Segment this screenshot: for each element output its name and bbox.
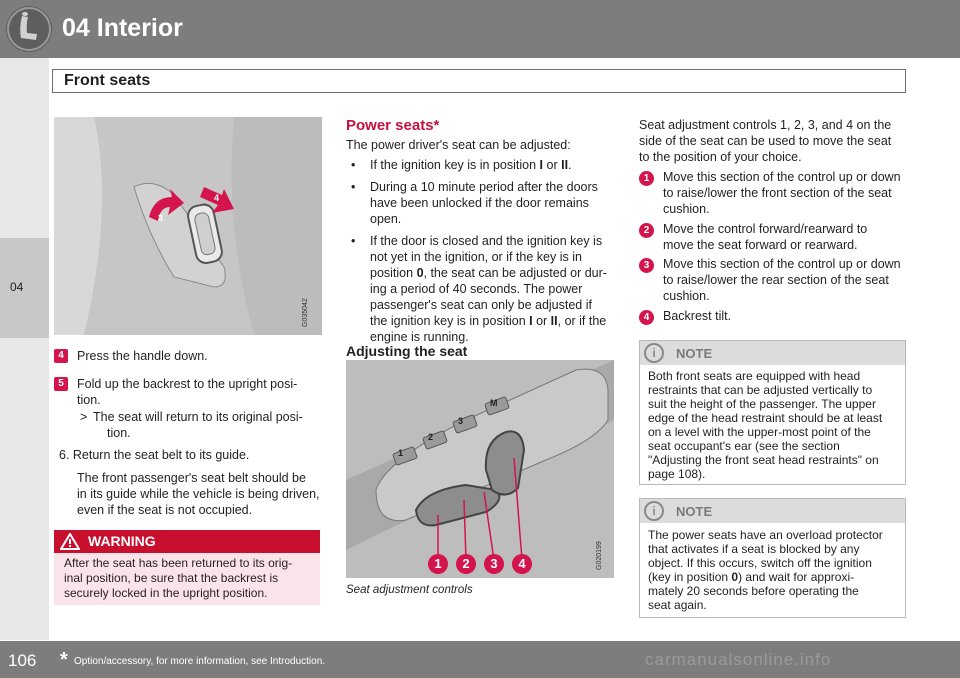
power-seats-heading: Power seats* [346, 117, 440, 134]
seat-icon [6, 6, 52, 52]
footnote-text: Option/accessory, for more information, see Introduction. [74, 656, 326, 667]
note-1-line4: edge of the head restraint should be at least [648, 411, 883, 425]
step-5-line1: Fold up the backrest to the upright posi- [77, 377, 298, 391]
note-2-line5: mately 20 seconds before operating the [648, 584, 859, 598]
note-2-line3: object. If this occurs, switch off the ignition [648, 556, 872, 570]
warning-line3: securely locked in the upright position. [64, 586, 268, 600]
info-icon: i [644, 343, 664, 363]
step-4-text: Press the handle down. [77, 349, 208, 363]
side-tab [0, 58, 49, 640]
memory-button-m: M [490, 398, 498, 408]
item-3-marker: 3 [639, 258, 654, 273]
note-2-line2: that activates if a seat is blocked by any [648, 542, 860, 556]
memory-button-1: 1 [398, 448, 404, 458]
note-2-line1: The power seats have an overload protector [648, 528, 883, 542]
note-1-line6: seat occupant's ear (see the section [648, 439, 840, 453]
seat-controls-figure [346, 360, 614, 578]
side-tab-label: 04 [10, 280, 24, 294]
callout-4: 4 [214, 193, 220, 203]
figure-caption: Seat adjustment controls [346, 584, 473, 596]
backrest-handle-figure [54, 117, 322, 335]
item-3-line2: to raise/lower the rear section of the seat [663, 273, 889, 287]
power-seats-intro: The power driver's seat can be adjusted: [346, 138, 571, 152]
sub-arrow: > [80, 410, 88, 424]
note-1-line5: on a level with the upper-most point of the [648, 425, 871, 439]
step-5-marker: 5 [54, 377, 68, 391]
item-1-line1: Move this section of the control up or down [663, 170, 901, 184]
callout-2: 2 [456, 554, 476, 574]
note-2-line4: (key in position 0) and wait for approxi- [648, 570, 855, 584]
sub-line1: The seat will return to its original posi- [93, 410, 303, 424]
footnote-star: * [60, 649, 68, 671]
bullet-2-line3: open. [370, 212, 402, 226]
item-1-line2: to raise/lower the front section of the seat [663, 186, 892, 200]
callout-3: 3 [158, 213, 164, 223]
callout-1: 1 [428, 554, 448, 574]
memory-button-3: 3 [458, 416, 464, 426]
warning-title: WARNING [88, 533, 156, 549]
warning-triangle-icon [60, 533, 80, 555]
figure-code: G020199 [596, 541, 603, 570]
bullet-3-line4: ing a period of 40 seconds. The power [370, 282, 583, 296]
side-tab-active [0, 238, 49, 338]
item-4-line1: Backrest tilt. [663, 309, 732, 323]
callout-3: 3 [484, 554, 504, 574]
bullet-3-line1: If the door is closed and the ignition key is [370, 234, 603, 248]
item-2-line2: move the seat forward or rearward. [663, 238, 858, 252]
info-icon: i [644, 501, 664, 521]
right-intro-line1: Seat adjustment controls 1, 2, 3, and 4 on the [639, 118, 892, 132]
adjusting-heading: Adjusting the seat [346, 343, 468, 359]
item-3-line1: Move this section of the control up or down [663, 257, 901, 271]
note-1-line7: "Adjusting the front seat head restraints" on [648, 453, 879, 467]
right-intro-line3: to the position of your choice. [639, 150, 802, 164]
step-6-para-line3: even if the seat is not occupied. [77, 503, 253, 517]
section-title: Front seats [64, 72, 151, 89]
chapter-title: 04 Interior [62, 14, 183, 42]
step-6-text: 6. Return the seat belt to its guide. [59, 448, 250, 462]
bullet-1-text: If the ignition key is in position I or II. [370, 158, 572, 172]
bullet-3-line7: engine is running. [370, 330, 469, 344]
bullet: • [351, 180, 356, 194]
item-4-marker: 4 [639, 310, 654, 325]
note-2-line6: seat again. [648, 598, 707, 612]
bullet-3-line3: position 0, the seat can be adjusted or dur- [370, 266, 607, 280]
bullet: • [351, 158, 356, 172]
section-title-bar [52, 69, 906, 93]
item-1-line3: cushion. [663, 202, 710, 216]
warning-line1: After the seat has been returned to its orig- [64, 556, 293, 570]
bullet-3-line2: not yet in the ignition, or if the key is in [370, 250, 582, 264]
figure-code: G035042 [302, 298, 309, 327]
item-1-marker: 1 [639, 171, 654, 186]
memory-button-2: 2 [428, 432, 434, 442]
item-3-line3: cushion. [663, 289, 710, 303]
watermark: carmanualsonline.info [645, 650, 832, 669]
right-intro-line2: side of the seat can be used to move the seat [639, 134, 892, 148]
warning-line2: inal position, be sure that the backrest is [64, 571, 279, 585]
note-title: NOTE [676, 346, 713, 361]
step-6-para-line1: The front passenger's seat belt should be [77, 471, 306, 485]
bullet-3-line5: passenger's seat can only be adjusted if [370, 298, 592, 312]
page-number: 106 [8, 651, 37, 670]
step-5-line2: tion. [77, 393, 101, 407]
bullet-2-line1: During a 10 minute period after the doors [370, 180, 598, 194]
note-title: NOTE [676, 504, 713, 519]
note-1-line8: page 108). [648, 467, 706, 481]
bullet: • [351, 234, 356, 248]
bullet-2-line2: have been unlocked if the door remains [370, 196, 589, 210]
note-1-line3: suit the height of the passenger. The upper [648, 397, 876, 411]
note-1-line1: Both front seats are equipped with head [648, 369, 861, 383]
item-2-line1: Move the control forward/rearward to [663, 222, 868, 236]
step-6-para-line2: in its guide while the vehicle is being driven, [77, 487, 320, 501]
sub-line2: tion. [107, 426, 131, 440]
step-4-marker: 4 [54, 349, 68, 363]
bullet-3-line6: the ignition key is in position I or II, or if the [370, 314, 607, 328]
item-2-marker: 2 [639, 223, 654, 238]
note-1-line2: restraints that can be adjusted vertically to [648, 383, 873, 397]
callout-4: 4 [512, 554, 532, 574]
